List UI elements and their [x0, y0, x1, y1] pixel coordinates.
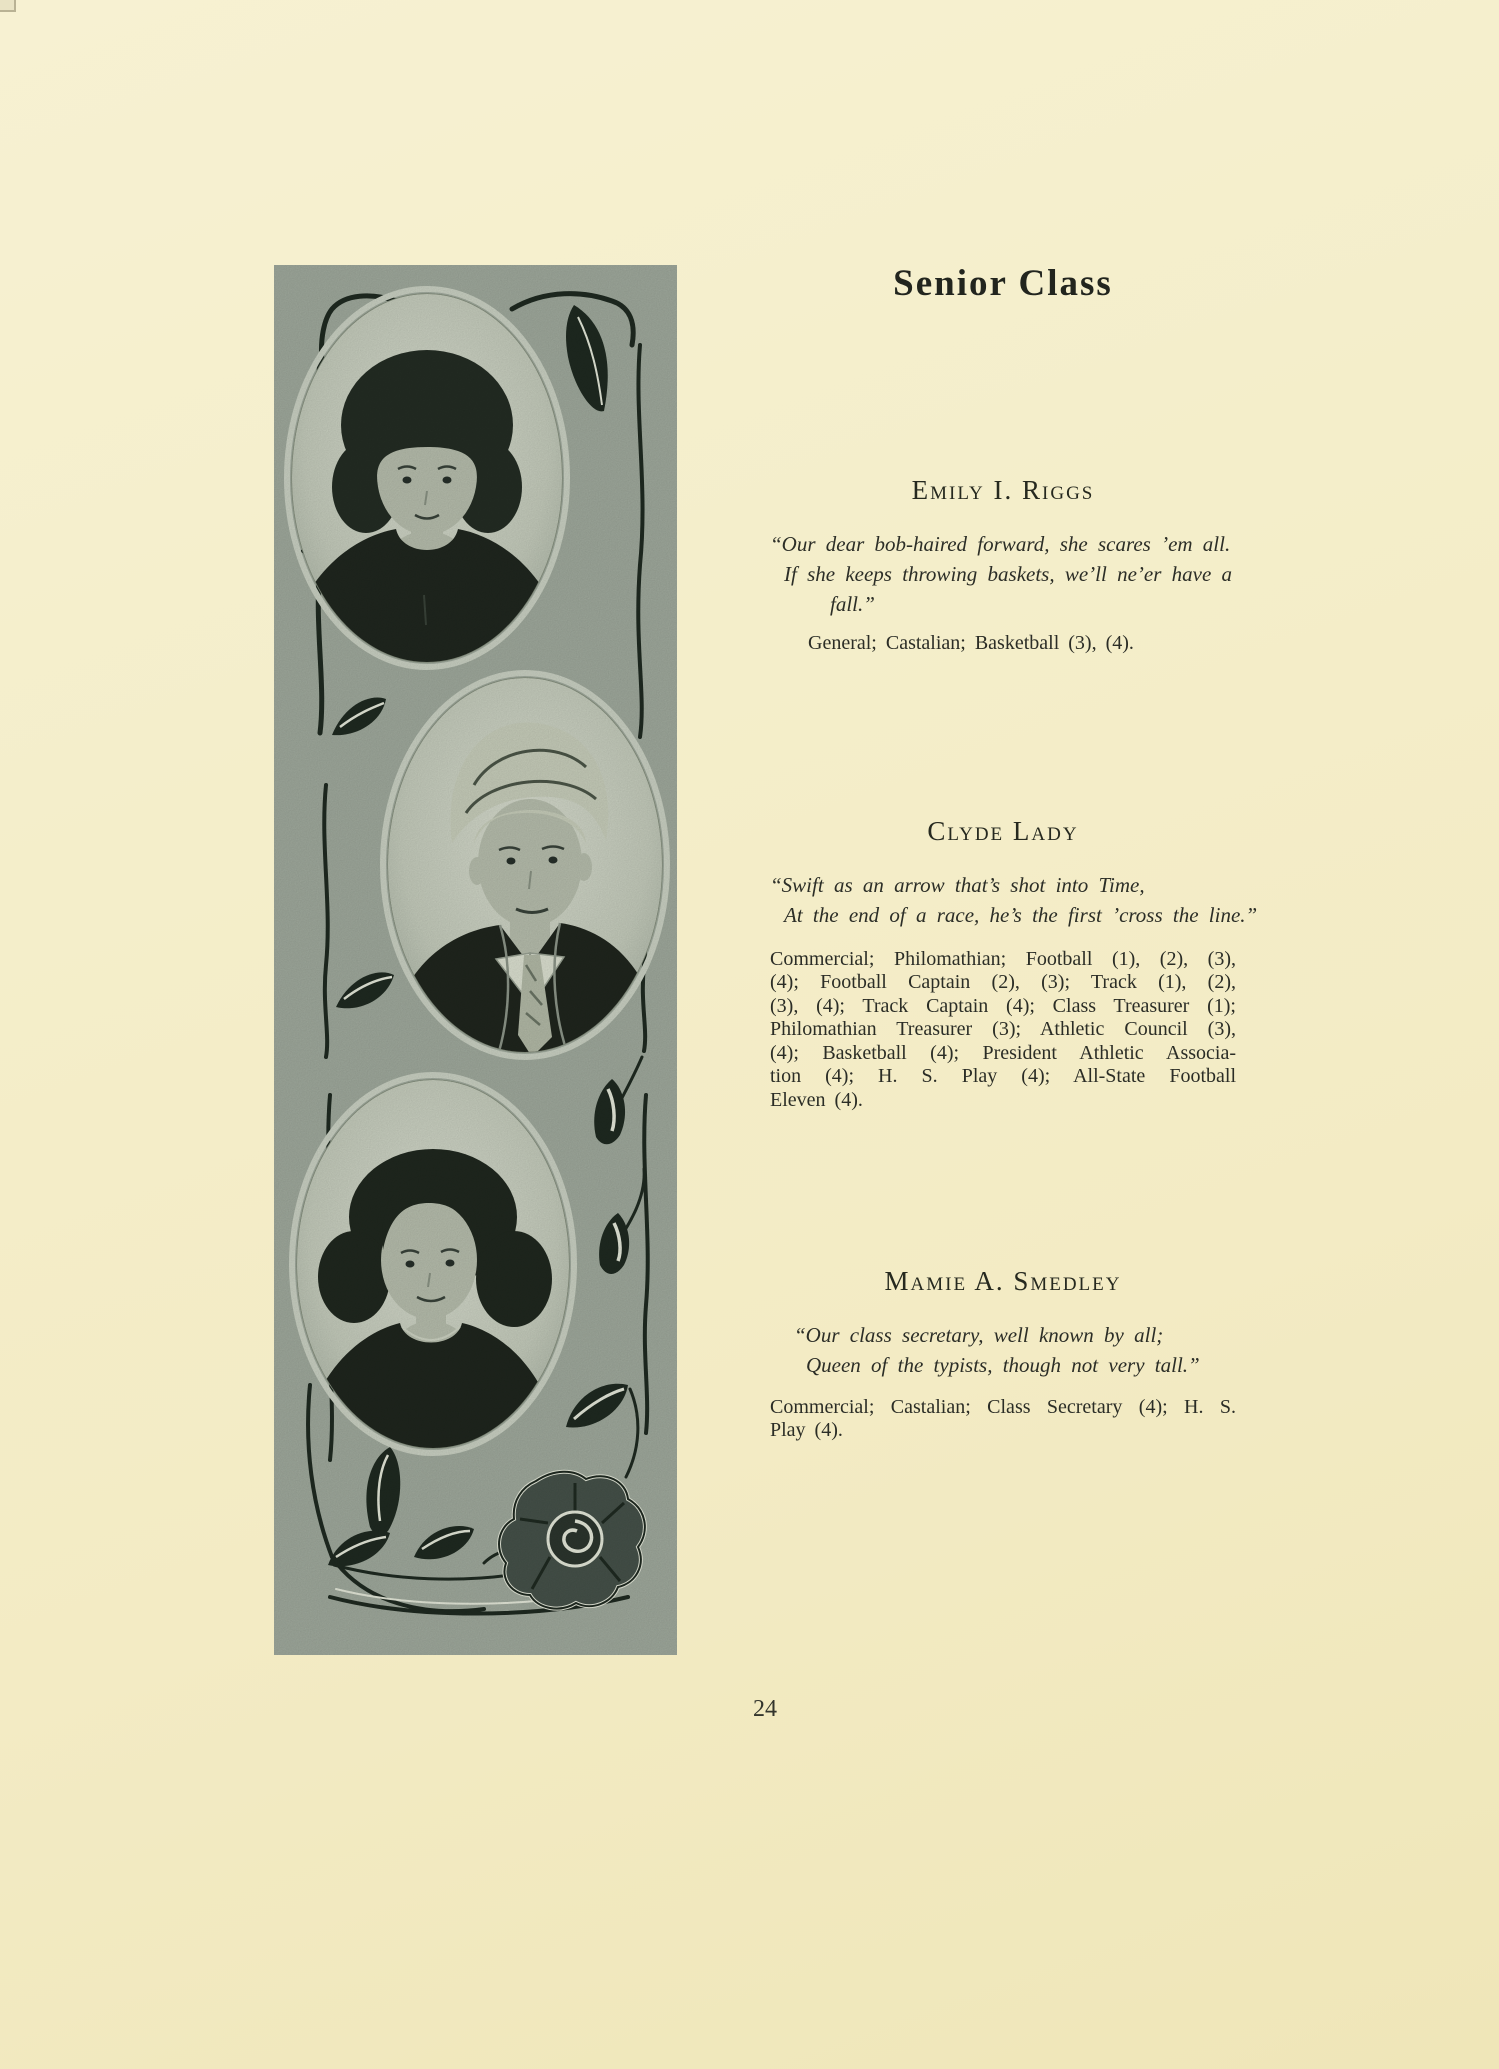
student-entry-emily: [770, 452, 1236, 655]
activities-line: Play (4).: [770, 1419, 843, 1442]
student-activities: [770, 1396, 1236, 1443]
activities-line: (4); Basketball (4); President Athletic Associa-: [770, 1041, 1236, 1064]
activities-line: Commercial; Castalian; Class Secretary (4); H. S.: [770, 1395, 1236, 1418]
quote-line: fall.”: [830, 591, 875, 616]
activities-line: tion (4); H. S. Play (4); All-State Football: [770, 1065, 1236, 1088]
activities-line: General; Castalian; Basketball (3), (4).: [808, 631, 1134, 654]
photo-panel: [274, 265, 677, 1655]
student-name: Clyde Lady: [927, 816, 1079, 847]
student-quote: [770, 1320, 1236, 1380]
activities-line: Philomathian Treasurer (3); Athletic Council (3),: [770, 1018, 1236, 1041]
activities-line: (4); Football Captain (2), (3); Track (1), (2),: [770, 971, 1236, 994]
quote-line: If she keeps throwing baskets, we’ll ne’er have a: [784, 561, 1233, 586]
quote-line: “Our dear bob-haired forward, she scares ’em all.: [770, 531, 1231, 556]
quote-line: “Our class secretary, well known by all;: [794, 1322, 1164, 1347]
halftone-grain-overlay: [274, 265, 677, 1655]
activities-line: Commercial; Philomathian; Football (1), (2), (3),: [770, 947, 1236, 970]
quote-line: At the end of a race, he’s the first ’cross the line.”: [784, 902, 1258, 927]
quote-line: Queen of the typists, though not very tall.”: [806, 1352, 1200, 1377]
student-quote: [770, 870, 1258, 930]
student-entry-mamie: [770, 1243, 1236, 1443]
student-activities: [770, 948, 1236, 1113]
student-entry-clyde: [770, 793, 1258, 1112]
student-name: Emily I. Riggs: [911, 475, 1095, 506]
activities-line: Eleven (4).: [770, 1088, 863, 1111]
page-title: Senior Class: [893, 263, 1113, 304]
page-number: 24: [753, 1696, 777, 1722]
quote-line: “Swift as an arrow that’s shot into Time,: [770, 872, 1145, 897]
scan-corner-notch: [0, 0, 16, 12]
student-activities: [808, 632, 1236, 656]
student-name: Mamie A. Smedley: [884, 1266, 1122, 1297]
activities-line: (3), (4); Track Captain (4); Class Treasurer (1);: [770, 994, 1236, 1017]
student-quote: [770, 529, 1236, 619]
